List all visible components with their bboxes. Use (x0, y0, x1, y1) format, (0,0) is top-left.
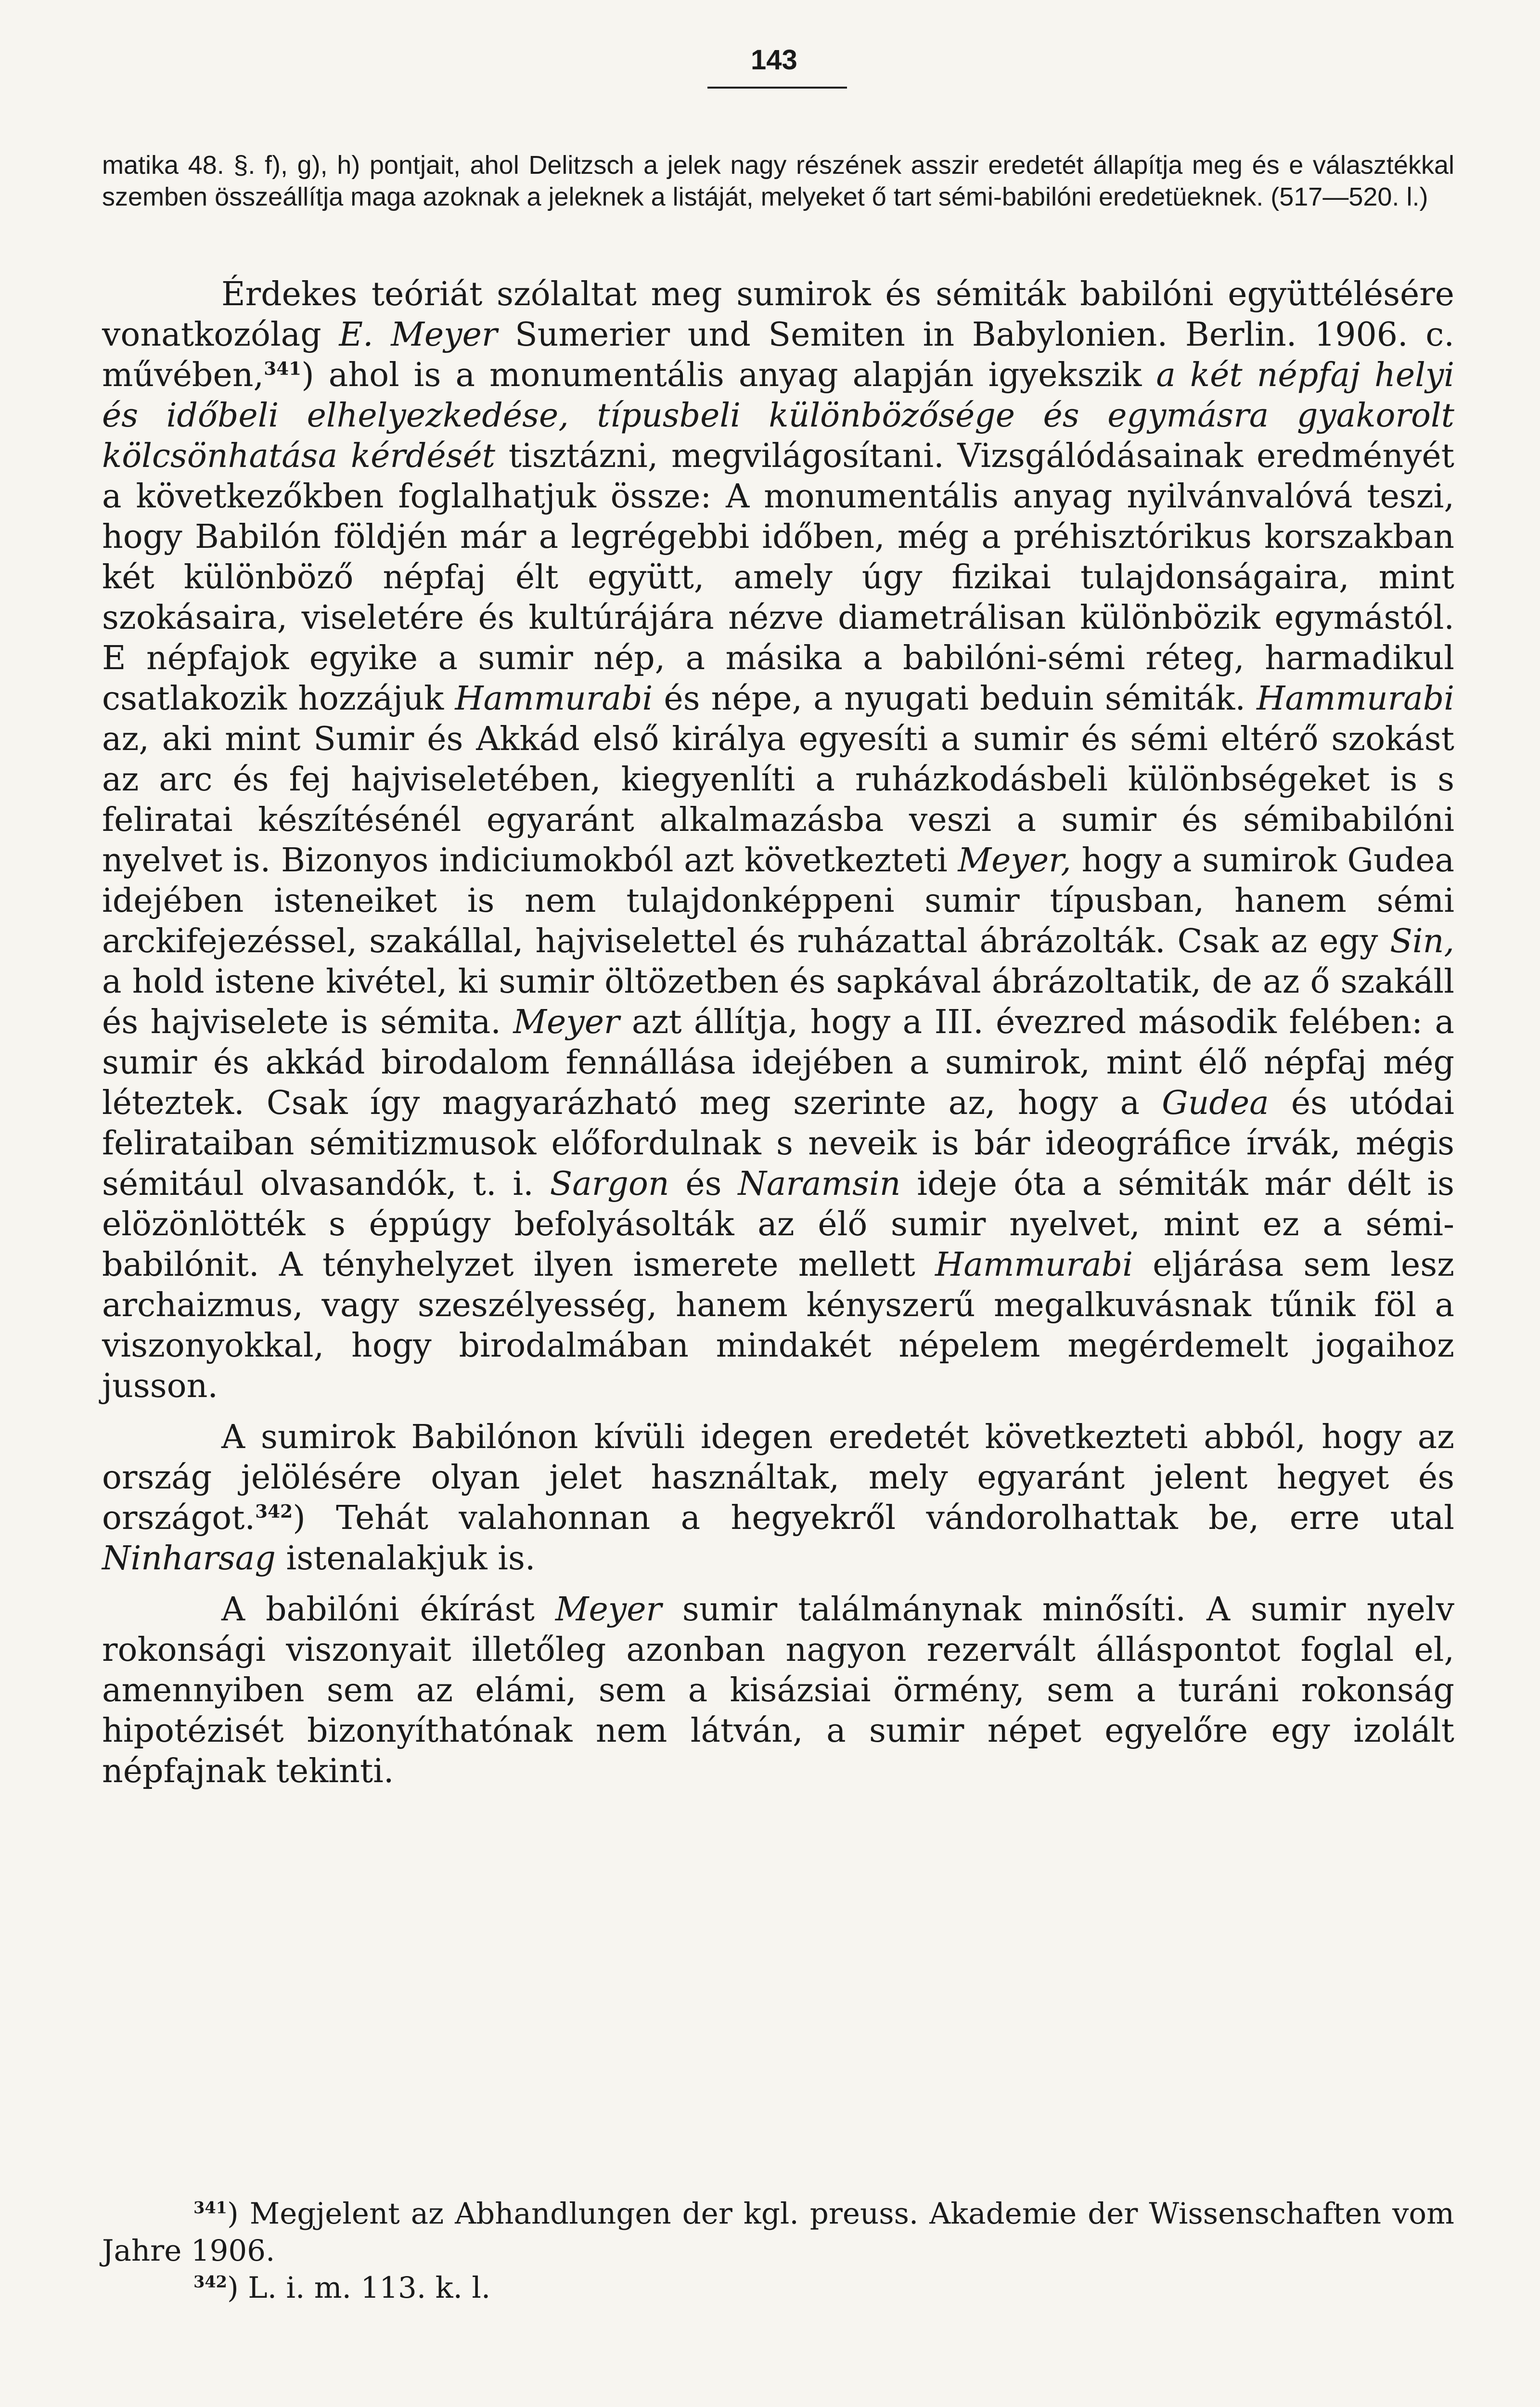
text-run: ideje óta a sémiták már délt is elözönlötték s éppúgy befolyásolták az élő sumir nyelvet, mint ez a sémi-babilónit. A tényhelyzet ilyen ismerete mellett (102, 1165, 1455, 1284)
text-run: sumir találmánynak minősíti. A sumir nyelv rokonsági viszonyait illetőleg azonban nagyon rezervált álláspontot foglal el, amennyiben sem az elámi, sem a kisázsiai örmény, sem a turáni rokonság hipotézisét bizonyíthatónak nem látván, a sumir népet egyelőre egy izolált népfajnak tekinti. (102, 1591, 1454, 1790)
name-gudea: Gudea (1162, 1084, 1269, 1122)
name-hammurabi: Hammurabi (1257, 680, 1454, 718)
name-ninharsag: Ninharsag (102, 1540, 276, 1578)
page-number-rule (707, 87, 847, 89)
name-hammurabi: Hammurabi (935, 1246, 1133, 1284)
name-sin: Sin, (1390, 922, 1454, 960)
footnote-342 (102, 2269, 1454, 2306)
emphasis: a két népfaj helyi és időbeli elhelyezkedése, típusbeli különbözősége és egymásra gyakorolt kölcsönhatása kérdését (102, 356, 1454, 475)
footnote-marker: 342 (193, 2272, 228, 2291)
text-run: ) Tehát valahonnan a hegyekről vándorolhattak be, erre utal (293, 1499, 1454, 1537)
name-meyer: Meyer, (958, 841, 1071, 880)
text-run: ) ahol is a monumentális anyag alapján igyekszik (301, 356, 1142, 394)
text-run: A babilóni ékírást (221, 1591, 535, 1629)
text-run: tisztázni, megvilágosítani. Vizsgálódásainak eredményét a következőkben foglalhatjuk össze: A monumentális anyag nyilvánvalóvá teszi, hogy Babilón földjén már a legrégebbi időben, még a préhisztórikus korszakban két különböző népfaj élt együtt, amely úgy fizikai tulajdonságaira, mint szokásaira, viseletére és kultúrájára nézve diametrálisan különbözik egymástól. E népfajok egyike a sumir nép, a másika a babilóni-sémi réteg, harmadikul csatlakozik hozzájuk (102, 437, 1454, 718)
intro-paragraph: matika 48. §. f), g), h) pontjait, ahol Delitzsch a jelek nagy részének asszir eredetét állapítja meg és e választékkal szemben összeállítja maga azoknak a jeleknek a listáját, melyeket ő tart sémi-babilóni eredetüeknek. (517—520. l.) (102, 151, 1454, 211)
text-run: azt állítja, hogy a III. évezred második felében: a sumir és akkád birodalom fennállása idejében a sumirok, mint élő népfaj még léteztek. Csak így magyarázható meg szerinte az, hogy a (102, 1003, 1454, 1122)
text-run: istenalakjuk is. (286, 1540, 536, 1578)
footnote-text: ) Megjelent az Abhandlungen der kgl. preuss. Akademie der Wissenschaften vom Jahre 1906. (102, 2197, 1454, 2268)
text-run: hogy a sumirok Gudea idejében isteneiket is nem tulajdonképpeni sumir típusban, hanem sémi arckifejezéssel, szakállal, hajviselettel és ruházattal ábrázolták. Csak az egy (102, 841, 1454, 960)
footnote-marker: 341 (193, 2198, 228, 2217)
text-run: és (685, 1165, 722, 1203)
footnote-ref-341[interactable]: 341 (264, 358, 302, 379)
name-naramsin: Naramsin (738, 1165, 901, 1203)
name-meyer: Meyer (555, 1591, 662, 1629)
text-run: a hold istene kivétel, ki sumir öltözetben és sapkával ábrázoltatik, de az ő szakáll és hajviselete is sémita. (102, 963, 1454, 1041)
footnotes (102, 2195, 1454, 2306)
text-run: A sumirok Babilónon kívüli idegen eredetét következteti abból, hogy az ország jelölésére olyan jelet használtak, mely egyaránt jelent hegyet és országot. (102, 1418, 1454, 1537)
author-name: E. Meyer (339, 316, 498, 354)
main-text (102, 274, 1454, 1802)
text-run: eljárása sem lesz archaizmus, vagy szeszélyesség, hanem kényszerű megalkuvásnak tűnik föl a viszonyokkal, hogy birodalmában mindakét népelem megérdemelt jogaihoz jusson. (102, 1246, 1455, 1405)
footnote-ref-342[interactable]: 342 (255, 1501, 293, 1522)
name-hammurabi: Hammurabi (455, 680, 653, 718)
paragraph-3 (102, 1590, 1454, 1792)
text-run: és népe, a nyugati beduin sémiták. (664, 680, 1245, 718)
paragraph-1 (102, 274, 1454, 1407)
paragraph-2 (102, 1417, 1454, 1579)
footnote-341 (102, 2195, 1454, 2269)
page-number: 143 (751, 44, 797, 76)
text-run: Sumerier und Semiten in Babylonien. Berlin. 1906. c. művében, (102, 316, 1455, 394)
footnote-text: ) L. i. m. 113. k. l. (227, 2271, 491, 2305)
text-run: Érdekes teóriát szólaltat meg sumirok és sémiták babilóni együttélésére vonatkozólag (102, 275, 1454, 354)
text-run: az, aki mint Sumir és Akkád első királya egyesíti a sumir és sémi eltérő szokást az arc és fej hajviseletében, kiegyenlíti a ruházkodásbeli különbségeket is s feliratai készítésénél egyaránt alkalmazásba veszi a sumir és sémibabilóni nyelvet is. Bizonyos indiciumokból azt következteti (102, 720, 1454, 880)
text-run: és utódai felirataiban sémitizmusok előfordulnak s neveik is bár ideográfice írvák, mégis sémitául olvasandók, t. i. (102, 1084, 1454, 1203)
name-meyer: Meyer (513, 1003, 620, 1041)
name-sargon: Sargon (550, 1165, 669, 1203)
